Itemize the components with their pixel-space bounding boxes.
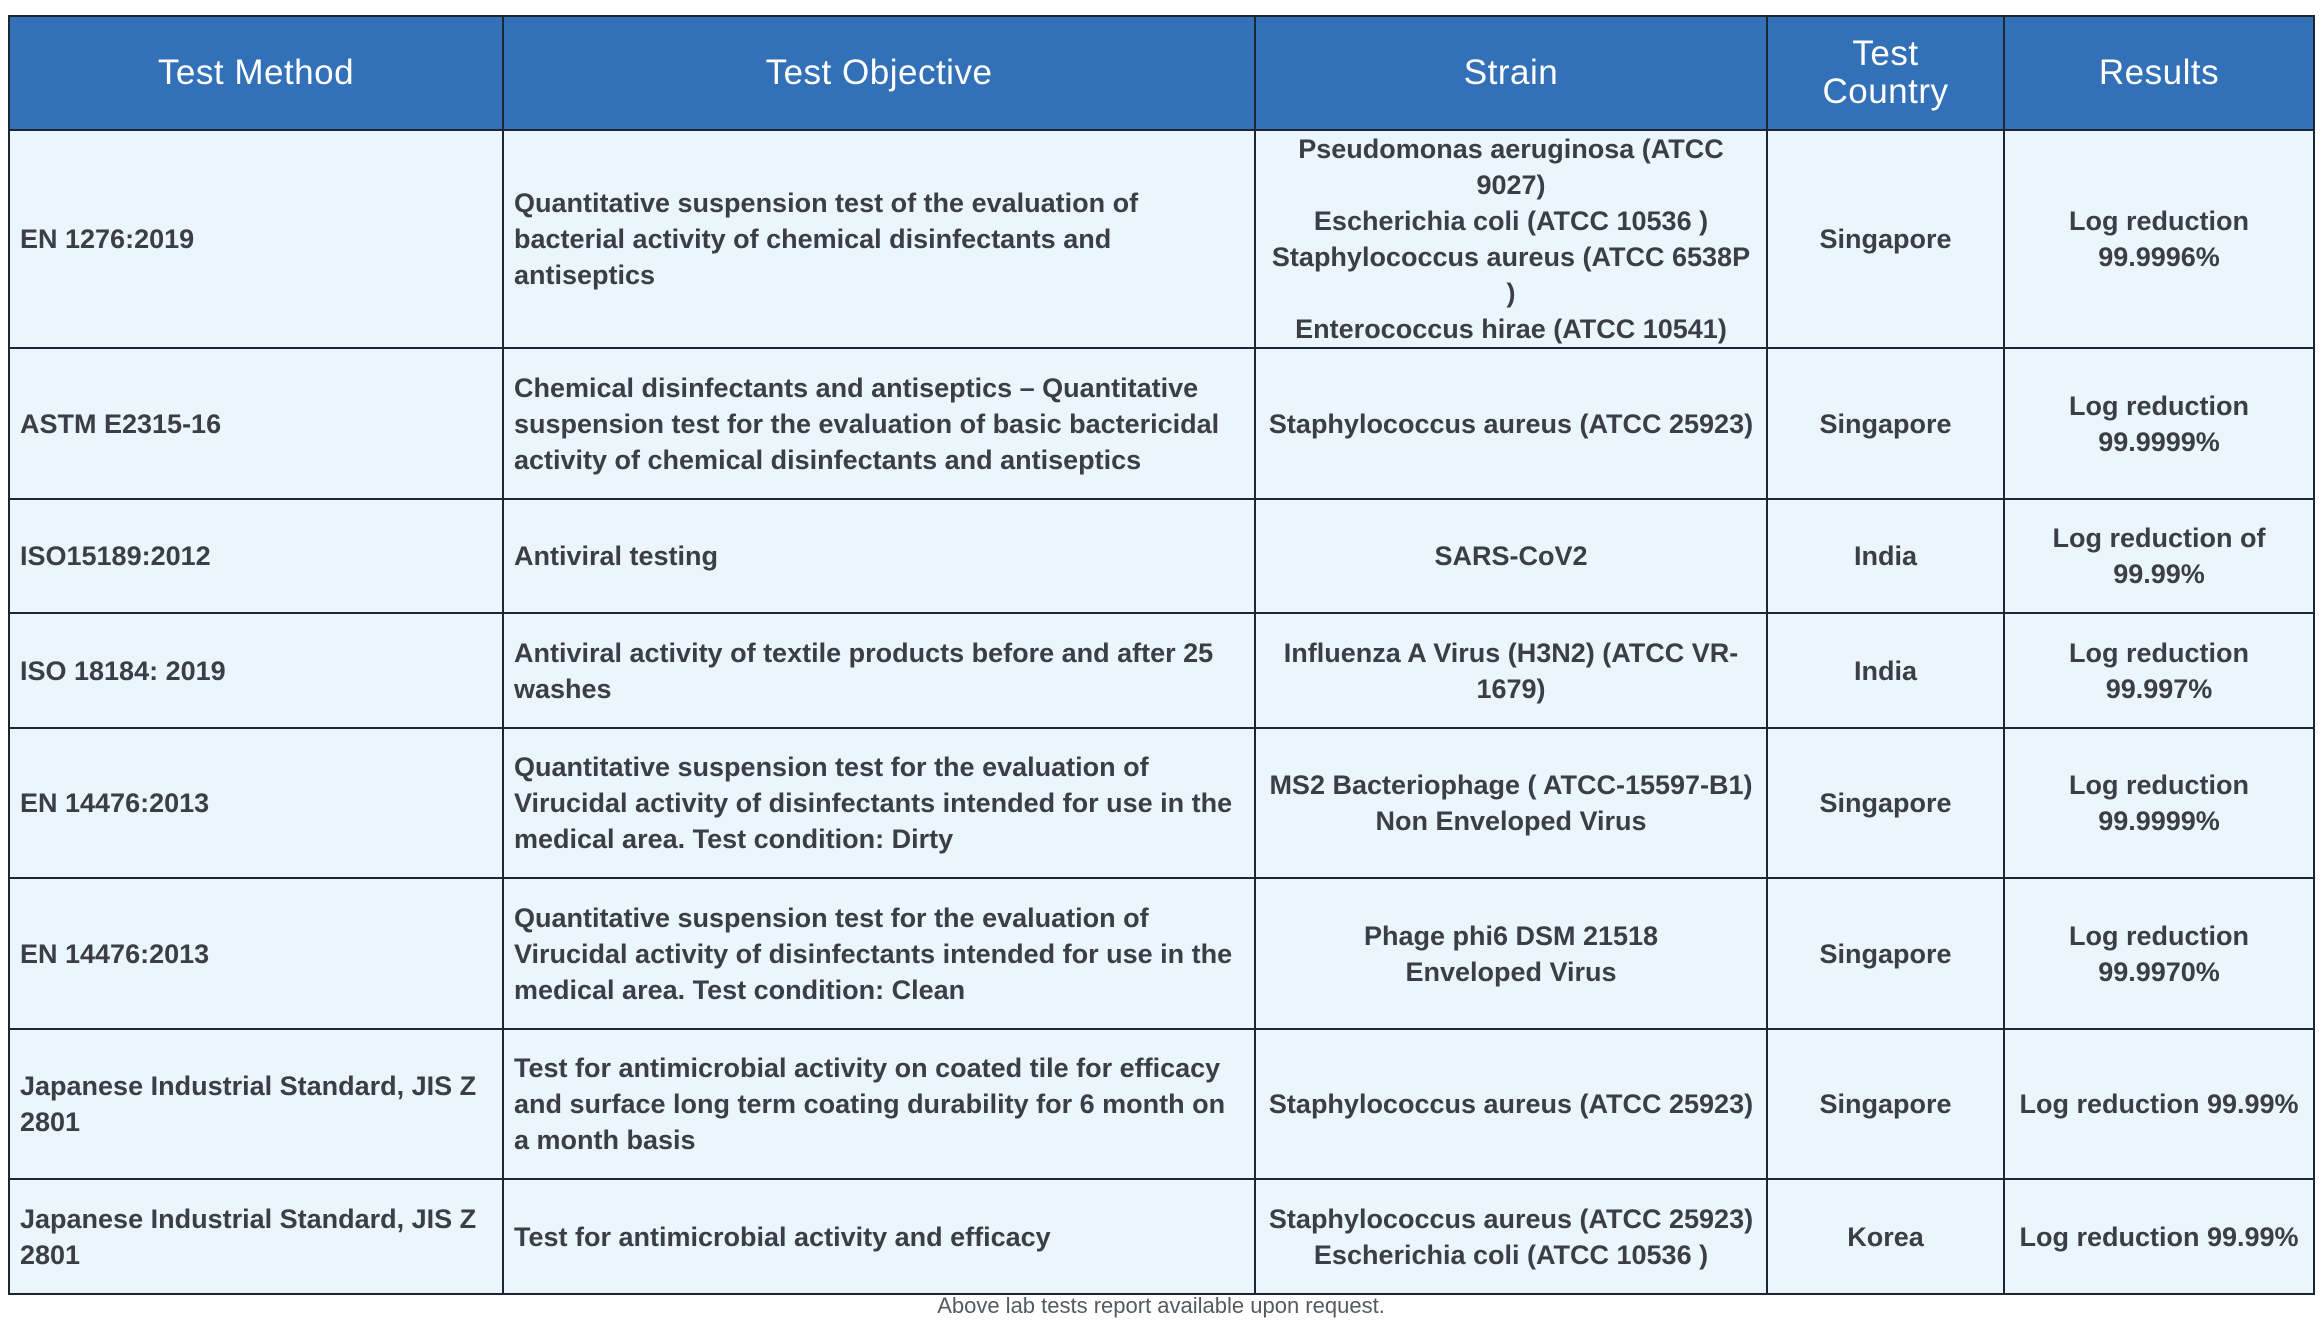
cell-test-objective: Antiviral testing [503,499,1255,613]
result-line: Log reduction [2069,770,2249,800]
cell-test-country: India [1767,613,2004,728]
cell-results [2004,878,2314,1029]
result-line: 99.9999% [2098,426,2220,457]
cell-strain [1255,878,1767,1029]
strain-line: Non Enveloped Virus [1375,806,1647,836]
result-line: Log reduction [2069,206,2249,236]
header-test-objective: Test Objective [503,16,1255,130]
table-header-row [9,16,2314,130]
cell-test-objective: Antiviral activity of textile products before and after 25 washes [503,613,1255,728]
footnote: Above lab tests report available upon request. [937,1293,1385,1318]
strain-line: Staphylococcus aureus (ATCC 6538P ) [1271,242,1751,308]
header-test-method: Test Method [9,16,503,130]
table-body [9,130,2314,1294]
strain-line: Pseudomonas aeruginosa (ATCC 9027) [1298,134,1724,200]
cell-results [2004,1179,2314,1294]
cell-strain [1255,728,1767,878]
result-line: Log reduction [2069,637,2249,668]
cell-strain [1255,1179,1767,1294]
cell-test-country: Singapore [1767,1029,2004,1179]
result-line: Log reduction 99.99% [2019,1221,2299,1252]
strain-line: Staphylococcus aureus (ATCC 25923) [1268,1089,1754,1119]
lab-tests-table-container [8,15,2313,1295]
table-row [9,613,2314,728]
cell-test-method: EN 1276:2019 [9,130,503,348]
strain-line: Escherichia coli (ATCC 10536 ) [1313,1239,1709,1270]
header-strain: Strain [1255,16,1767,130]
result-line: Log reduction 99.99% [2019,1089,2299,1119]
table-row [9,1179,2314,1294]
cell-results [2004,1029,2314,1179]
header-test-country [1767,16,2004,130]
table-row [9,1029,2314,1179]
cell-test-country: India [1767,499,2004,613]
strain-line: Influenza A Virus (H3N2) (ATCC VR- [1283,637,1739,668]
table-row [9,728,2314,878]
cell-test-country: Singapore [1767,348,2004,499]
cell-test-method: ASTM E2315-16 [9,348,503,499]
cell-strain [1255,348,1767,499]
lab-tests-table [8,15,2315,1295]
cell-test-method: EN 14476:2013 [9,728,503,878]
strain-line: MS2 Bacteriophage ( ATCC-15597-B1) [1269,770,1753,800]
cell-test-objective: Quantitative suspension test for the evaluation of Virucidal activity of disinfectants intended for use in the medical area. Test condition: Dirty [503,728,1255,878]
cell-results [2004,499,2314,613]
cell-test-country: Singapore [1767,728,2004,878]
cell-results [2004,613,2314,728]
strain-line: 1679) [1476,673,1546,704]
strain-line: Escherichia coli (ATCC 10536 ) [1313,206,1709,236]
cell-strain [1255,1029,1767,1179]
cell-test-objective: Quantitative suspension test for the evaluation of Virucidal activity of disinfectants intended for use in the medical area. Test condition: Clean [503,878,1255,1029]
cell-test-method: Japanese Industrial Standard, JIS Z 2801 [9,1179,503,1294]
result-line: 99.99% [2113,559,2205,589]
result-line: 99.9999% [2098,806,2220,836]
result-line: 99.997% [2105,673,2213,704]
header-test-country-line: Test [1852,34,1919,73]
cell-test-method: Japanese Industrial Standard, JIS Z 2801 [9,1029,503,1179]
cell-test-objective: Quantitative suspension test of the evaluation of bacterial activity of chemical disinfectants and antiseptics [503,130,1255,348]
result-line: Log reduction [2069,920,2249,951]
cell-strain [1255,613,1767,728]
cell-test-objective: Test for antimicrobial activity and efficacy [503,1179,1255,1294]
result-line: 99.9996% [2098,242,2220,272]
strain-line: Staphylococcus aureus (ATCC 25923) [1268,408,1754,439]
cell-test-method: EN 14476:2013 [9,878,503,1029]
cell-results [2004,728,2314,878]
strain-line: Enterococcus hirae (ATCC 10541) [1295,314,1727,344]
cell-strain [1255,130,1767,348]
cell-strain [1255,499,1767,613]
table-row [9,878,2314,1029]
cell-test-method: ISO15189:2012 [9,499,503,613]
cell-test-country: Singapore [1767,130,2004,348]
result-line: 99.9970% [2098,956,2220,987]
result-line: Log reduction [2069,390,2249,421]
cell-test-country: Singapore [1767,878,2004,1029]
cell-results [2004,130,2314,348]
cell-test-objective: Chemical disinfectants and antiseptics – Quantitative suspension test for the evaluation of basic bactericidal activity of chemical disinfectants and antiseptics [503,348,1255,499]
cell-test-method: ISO 18184: 2019 [9,613,503,728]
cell-test-country: Korea [1767,1179,2004,1294]
strain-line: Enveloped Virus [1405,956,1617,987]
cell-results [2004,348,2314,499]
header-results: Results [2004,16,2314,130]
strain-line: Phage phi6 DSM 21518 [1363,920,1659,951]
cell-test-objective: Test for antimicrobial activity on coated tile for efficacy and surface long term coating durability for 6 month on a month basis [503,1029,1255,1179]
header-test-country-line: Country [1822,72,1949,111]
table-row [9,348,2314,499]
strain-line: SARS-CoV2 [1434,541,1588,571]
table-row [9,499,2314,613]
strain-line: Staphylococcus aureus (ATCC 25923) [1268,1203,1754,1234]
result-line: Log reduction of [2052,523,2266,553]
table-row [9,130,2314,348]
